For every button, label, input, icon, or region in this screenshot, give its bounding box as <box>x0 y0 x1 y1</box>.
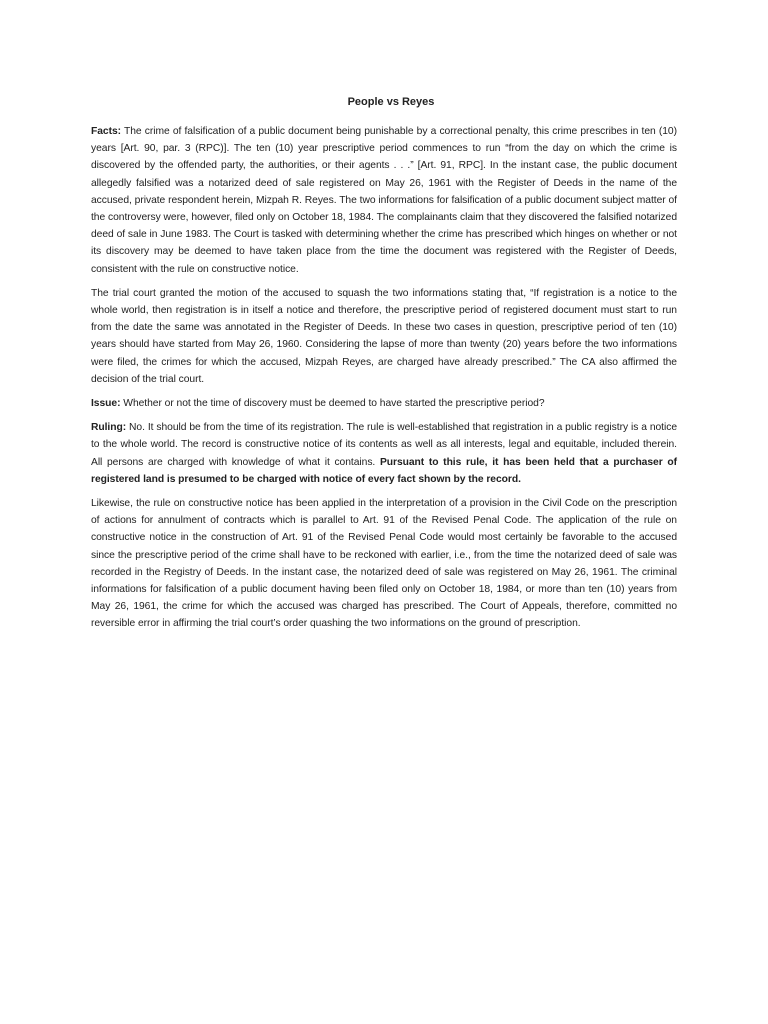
trial-court-paragraph <box>91 285 677 388</box>
document-body <box>91 95 677 640</box>
facts-paragraph <box>91 123 677 278</box>
likewise-text: Likewise, the rule on constructive notice has been applied in the interpretation of a provision in the Civil Code on the prescription of actions for annulment of contracts which is parallel to Art. 91 of the Revised Penal Code. The application of the rule on constructive notice in the construction of Art. 91 of the Revised Penal Code would most certainly be favorable to the accused since the prescriptive period of the crime shall have to be reckoned with earlier, i.e., from the time the notarized deed of sale was recorded in the Registry of Deeds. In the instant case, the notarized deed of sale was registered on May 26, 1961. The criminal informations for falsification of a public document having been filed only on October 18, 1984, or more than ten (10) years from May 26, 1961, the crime for which the accused was charged has prescribed. The Court of Appeals, therefore, committed no reversible error in affirming the trial court’s order quashing the two informations on the ground of prescription. <box>91 498 677 630</box>
ruling-text: No. It should be from the time of its registration. The rule is well-established that registration in a public registry is a notice to the whole world. The record is constructive notice of its contents as well as all interests, legal and equitable, included therein. All persons are charged with knowledge of what it contains. <box>91 422 677 468</box>
trial-court-text: The trial court granted the motion of the accused to squash the two informations stating that, “If registration is a notice to the whole world, then registration is in itself a notice and therefore, the prescriptive period of registered document must start to run from the date the same was annotated in the Register of Deeds. In these two cases in question, prescriptive period of ten (10) years should have started from May 26, 1960. Considering the lapse of more than twenty (20) years before the two informations were filed, the crimes for which the accused, Mizpah Reyes, are charged have already prescribed.” The CA also affirmed the decision of the trial court. <box>91 287 677 385</box>
ruling-label: Ruling: <box>91 422 127 434</box>
issue-paragraph <box>91 395 677 412</box>
facts-text: The crime of falsification of a public document being punishable by a correctional penalty, this crime prescribes in ten (10) years [Art. 90, par. 3 (RPC)]. The ten (10) year prescriptive period commences to run “from the day on which the crime is discovered by the offended party, the authorities, or their agents . . .” [Art. 91, RPC]. In the instant case, the public document allegedly falsified was a notarized deed of sale registered on May 26, 1961 with the Register of Deeds in the name of the accused, private respondent herein, Mizpah R. Reyes. The two informations for falsification of a public document subject matter of the controversy were, however, filed only on October 18, 1984. The complainants claim that they discovered the falsified notarized deed of sale in June 1983. The Court is tasked with determining whether the crime has prescribed which hinges on whether or not its discovery may be deemed to have taken place from the time the document was registered with the Register of Deeds, consistent with the rule on constructive notice. <box>91 126 677 275</box>
document-title: People vs Reyes <box>347 96 435 108</box>
ruling-emphasis: Pursuant to this rule, it has been held that a purchaser of registered land is presumed to be charged with notice of every fact shown by the record. <box>91 456 677 485</box>
facts-label: Facts: <box>91 126 122 137</box>
issue-label: Issue: <box>91 398 121 410</box>
ruling-paragraph <box>91 419 677 488</box>
issue-text: Whether or not the time of discovery must be deemed to have started the prescriptive period? <box>120 398 545 410</box>
likewise-paragraph <box>91 495 677 633</box>
